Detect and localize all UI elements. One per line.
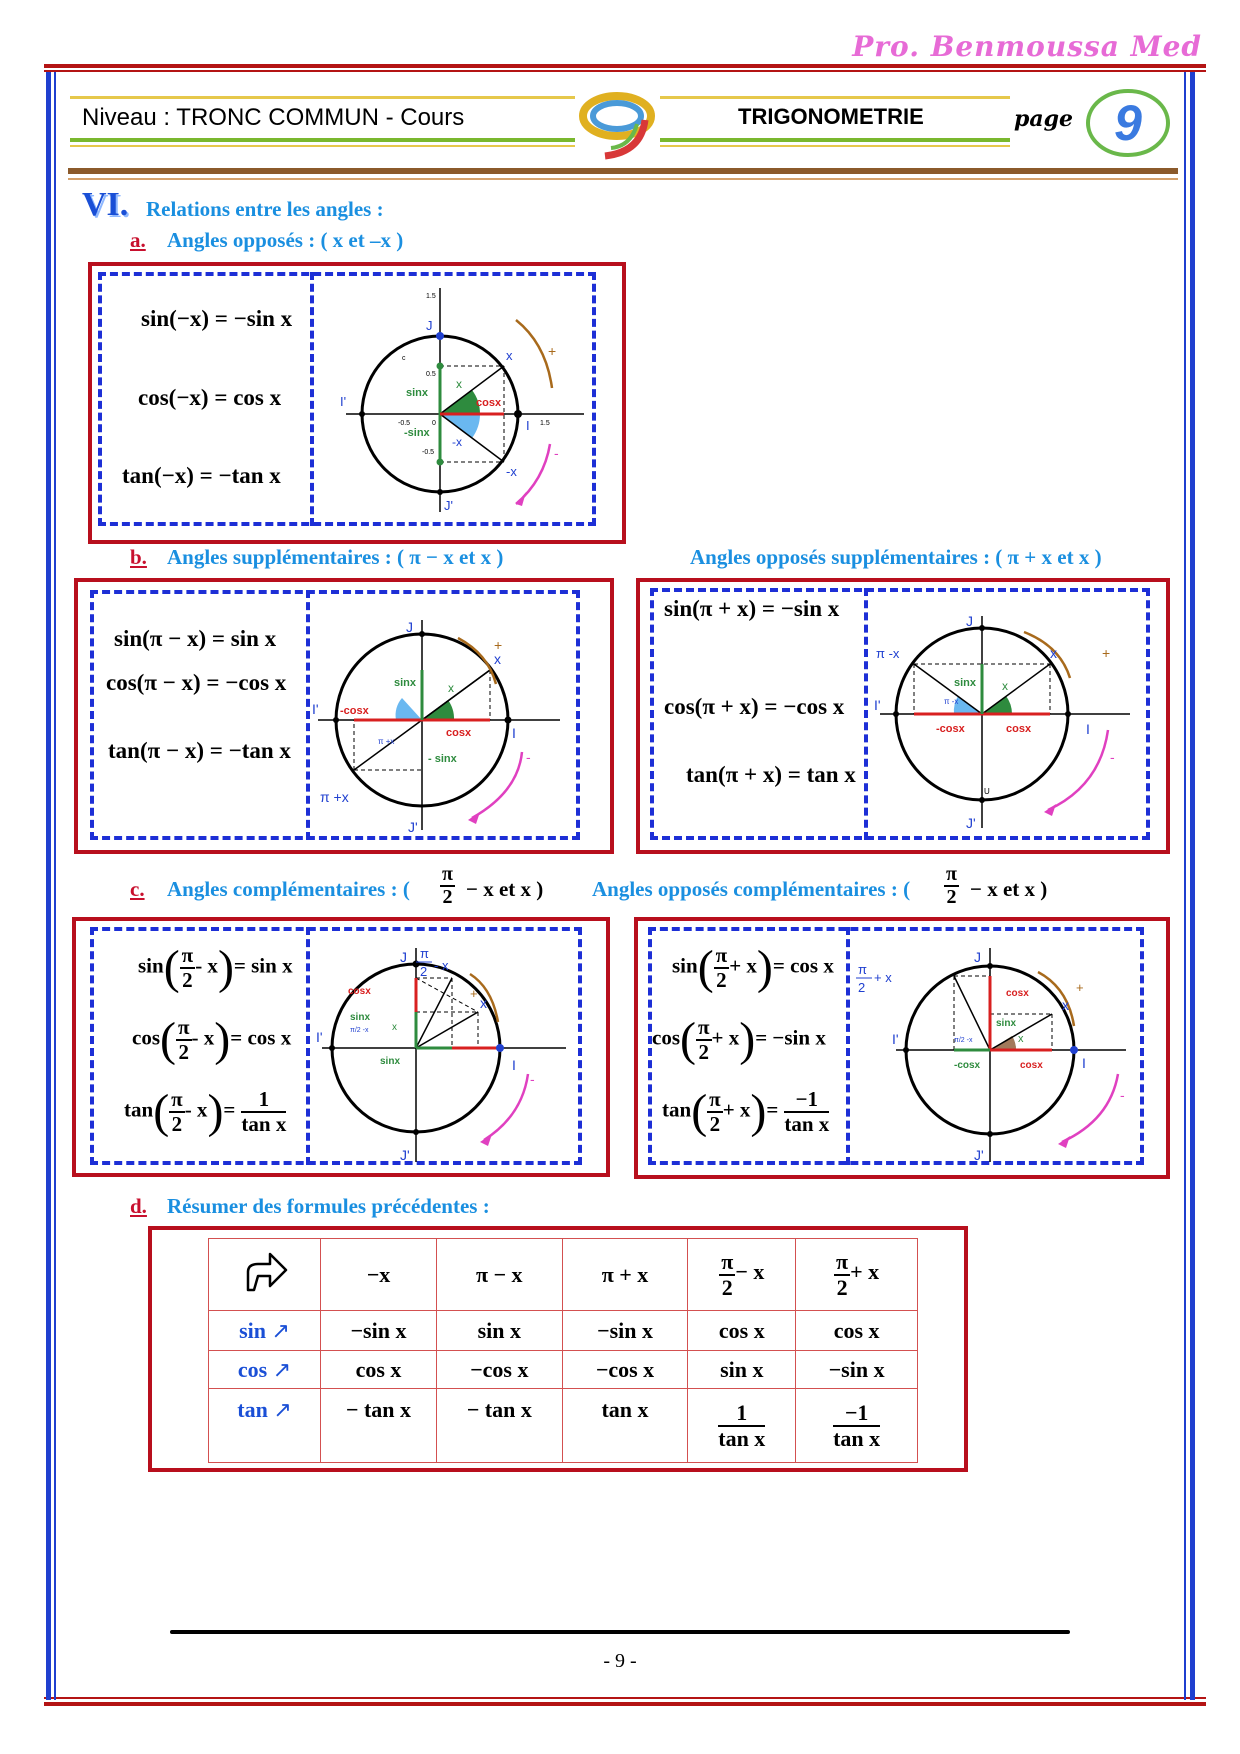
subsection-b-letter: b. <box>130 545 147 569</box>
label-cosx-c: cosx <box>348 986 371 997</box>
tick-c: c <box>402 355 406 362</box>
label-sinx: sinx <box>406 387 429 399</box>
formula-cos-pi-minus-x: cos(π − x) = −cos x <box>106 670 287 695</box>
label-I: I <box>526 418 530 433</box>
page-frame-left <box>46 72 51 1700</box>
label-x-angle-b2: x <box>1002 679 1008 693</box>
label-mcosx-c2: -cosx <box>954 1060 981 1071</box>
unit-circle-a <box>340 284 592 520</box>
page-frame-bottom <box>44 1702 1206 1706</box>
label-sinx-axis-c: sinx <box>380 1056 401 1067</box>
formula-tan-pi-plus-x: tan(π + x) = tan x <box>686 762 856 787</box>
footer-line <box>170 1630 1070 1634</box>
label-pipx-b: π +x <box>320 789 349 805</box>
label-two-c: 2 <box>420 964 428 979</box>
label-sinx-b2: sinx <box>954 677 977 689</box>
redo-arrow-icon <box>240 1250 290 1294</box>
label-Ip-c2: I' <box>892 1031 899 1047</box>
header-pi-minus-x: π − x <box>436 1239 562 1311</box>
label-J-b2: J <box>966 613 973 629</box>
cell: − tan x <box>321 1389 437 1463</box>
table-row <box>209 1389 918 1463</box>
header-pi2-minus-x: $\frac{\pi}{2}$ − x <box>688 1239 796 1311</box>
page-number: - 9 - <box>603 1650 637 1672</box>
cell: −cos x <box>436 1351 562 1389</box>
row-label-sin: sin ↗ <box>209 1311 321 1351</box>
label-minus-c2: - <box>1120 1087 1125 1103</box>
formula-tan-minus-x: tan(−x) = −tan x <box>122 463 281 488</box>
table-corner <box>209 1239 321 1311</box>
label-J-b: J <box>406 619 413 635</box>
label-pimx-b2: π -x <box>876 646 900 661</box>
label-Jp-c2: J' <box>974 1147 984 1163</box>
author-name: Pro. Benmoussa Med <box>852 30 1202 63</box>
unit-circle-c2 <box>856 944 1136 1164</box>
page-frame-bottom-thin <box>44 1697 1206 1699</box>
cell: tan x <box>562 1389 688 1463</box>
box-c-divider <box>306 927 310 1165</box>
label-mx-angle: -x <box>452 435 462 449</box>
label-Jp-b2: J' <box>966 815 976 831</box>
header-minus-x: −x <box>321 1239 437 1311</box>
header-pi-plus-x: π + x <box>562 1239 688 1311</box>
unit-circle-b <box>312 612 574 834</box>
label-I-b2: I <box>1086 721 1090 737</box>
label-cosx-axis-c2: cosx <box>1020 1060 1043 1071</box>
label-pimx-small-b2: π -x <box>944 697 959 706</box>
label-msinx-b: - sinx <box>428 753 457 765</box>
header-separator <box>68 168 1178 174</box>
label-minus-b2: - <box>1110 749 1115 765</box>
label-x-angle: x <box>456 377 462 391</box>
cell: −sin x <box>321 1311 437 1351</box>
label-cosx-b2: cosx <box>1006 723 1032 735</box>
header-line <box>70 145 575 147</box>
label-pi2-small-c: π/2 -x <box>350 1027 369 1034</box>
page-badge <box>1082 86 1174 160</box>
subsection-a-title: Angles opposés : ( x et –x ) <box>167 228 404 252</box>
cell: − tan x <box>436 1389 562 1463</box>
label-x-b: x <box>494 651 501 667</box>
formula-sin-pi-minus-x: sin(π − x) = sin x <box>114 626 277 651</box>
cell: sin x <box>688 1351 796 1389</box>
header-pi2-plus-x: $\frac{\pi}{2}$ + x <box>796 1239 918 1311</box>
label-two-c2: 2 <box>858 980 866 995</box>
tick-15: 1.5 <box>426 293 436 300</box>
label-sinx-b: sinx <box>394 677 417 689</box>
row-label-tan: tan ↗ <box>209 1389 321 1463</box>
label-pi-c2: π <box>858 962 867 977</box>
header-line <box>660 96 1010 99</box>
label-Ip-c: I' <box>316 1029 323 1045</box>
label-pi2mx-c: - x <box>434 958 449 973</box>
subsection-b-title: Angles supplémentaires : ( π − x et x ) <box>167 545 504 569</box>
subsection-c-title2-pre: Angles opposés complémentaires : ( <box>592 877 911 901</box>
label-minus: - <box>554 445 559 461</box>
tick-0: 0 <box>432 420 436 427</box>
page-badge-digit: 9 <box>1114 95 1142 151</box>
label-U-b2: U <box>984 787 990 796</box>
label-Ip: I' <box>340 394 347 409</box>
formula-tan-pi-minus-x: tan(π − x) = −tan x <box>108 738 291 763</box>
subsection-d-title: Résumer des formules précédentes : <box>167 1194 490 1218</box>
label-plus-b2: + <box>1102 645 1111 661</box>
formula-sin-minus-x: sin(−x) = −sin x <box>141 306 293 331</box>
cell-frac: $\frac{-1}{\text{tan x}}$ <box>796 1389 918 1463</box>
label-minus-b: - <box>526 749 531 765</box>
label-pi-c: π <box>420 946 429 961</box>
subsection-a-letter: a. <box>130 228 146 252</box>
label-plus: + <box>548 343 557 359</box>
tick-m05: -0.5 <box>422 449 435 456</box>
table-row <box>209 1351 918 1389</box>
level-label: Niveau : TRONC COMMUN - Cours <box>82 104 465 131</box>
label-x-angle-c2: x <box>1018 1033 1024 1045</box>
row-label-cos: cos ↗ <box>209 1351 321 1389</box>
subsection-b-title2: Angles opposés supplémentaires : ( π + x et x ) <box>690 545 1102 569</box>
label-cosx-b: cosx <box>446 727 472 739</box>
label-Ip-b2: I' <box>874 697 881 713</box>
label-sinx-c: sinx <box>350 1012 371 1023</box>
page-frame-right-thin <box>1184 72 1186 1700</box>
header-line <box>70 96 575 99</box>
tick-m05-x: -0.5 <box>398 420 411 427</box>
label-J: J <box>426 318 433 333</box>
formula-cos-pi2-minus-x: cos( $\frac{\pi}{2}$ - x)= cos x <box>132 1013 292 1066</box>
page-frame-top <box>44 64 1206 68</box>
label-msinx: -sinx <box>404 427 430 439</box>
label-x-c2: x <box>1062 997 1069 1013</box>
tick-05: 0.5 <box>426 371 436 378</box>
label-x-angle-b: x <box>448 681 454 695</box>
page-frame-left-thin <box>54 72 56 1700</box>
summary-table <box>208 1238 918 1463</box>
label-minus-c: - <box>530 1071 535 1087</box>
table-header-row <box>209 1239 918 1311</box>
label-Jp-c: J' <box>400 1147 410 1163</box>
subsection-d-letter: d. <box>130 1194 147 1218</box>
subsection-c-fraction2: $\frac{\pi}{2}$ <box>946 863 957 908</box>
subsection-c-title-post: − x et x ) <box>466 877 544 901</box>
box-b2-divider <box>864 588 868 840</box>
label-pi2px-c2: + x <box>874 970 892 985</box>
label-I-c: I <box>512 1057 516 1073</box>
formula-sin-pi-plus-x: sin(π + x) = −sin x <box>664 596 840 621</box>
label-mx: -x <box>506 464 517 479</box>
label-Ip-b: I' <box>312 701 319 717</box>
unit-circle-b2 <box>874 610 1144 832</box>
cell-frac: $\frac{1}{\text{tan x}}$ <box>688 1389 796 1463</box>
header-line <box>70 138 575 142</box>
label-I-c2: I <box>1082 1055 1086 1071</box>
cell: cos x <box>688 1311 796 1351</box>
formula-cos-minus-x: cos(−x) = cos x <box>138 385 282 410</box>
unit-circle-c <box>316 944 576 1164</box>
header-separator-thin <box>68 178 1178 180</box>
cell: −sin x <box>796 1351 918 1389</box>
label-x-c: x <box>480 995 487 1011</box>
box-b-divider <box>306 590 310 840</box>
label-J-c2: J <box>974 949 981 965</box>
label-pipx-small-b: π +x <box>378 737 395 746</box>
formula-tan-pi2-minus-x: tan( $\frac{\pi}{2}$ - x)= $\frac{1}{\text{tan x}}$ <box>124 1085 287 1138</box>
subsection-c-title-pre: Angles complémentaires : ( <box>167 877 410 901</box>
section-number: VI. <box>82 186 129 223</box>
label-mcosx-b: -cosx <box>340 705 369 717</box>
label-Jp-b: J' <box>408 819 418 834</box>
label-plus-c2: + <box>1076 980 1084 995</box>
cell: −cos x <box>562 1351 688 1389</box>
cell: cos x <box>796 1311 918 1351</box>
box-a-divider <box>310 272 314 526</box>
cell: sin x <box>436 1311 562 1351</box>
page-frame-top-thin <box>44 70 1206 72</box>
label-x-angle-c: x <box>392 1022 397 1033</box>
label-I-b: I <box>512 725 516 741</box>
formula-sin-pi2-minus-x: sin( $\frac{\pi}{2}$ - x)= sin x <box>138 941 293 994</box>
subsection-c-letter: c. <box>130 877 145 901</box>
label-x-b2: x <box>1050 645 1057 661</box>
label-cosx: cosx <box>476 397 502 409</box>
header-line <box>660 145 1010 147</box>
topic-label: TRIGONOMETRIE <box>738 104 924 129</box>
label-cosx-c2: cosx <box>1006 988 1029 999</box>
label-Jp: J' <box>444 498 453 513</box>
page-word: page <box>1014 106 1074 132</box>
cell: −sin x <box>562 1311 688 1351</box>
label-x: x <box>506 348 513 363</box>
label-plus-c: + <box>470 986 478 1001</box>
course-logo <box>575 86 659 160</box>
formula-sin-pi2-plus-x: sin( $\frac{\pi}{2}$ + x)= cos x <box>672 941 834 994</box>
label-pi2-small-c2: π/2 -x <box>954 1037 973 1044</box>
table-row <box>209 1311 918 1351</box>
tick-15-x: 1.5 <box>540 420 550 427</box>
header-line <box>660 138 1010 142</box>
section-title: Relations entre les angles : <box>146 197 384 221</box>
label-J-c: J <box>400 949 407 965</box>
label-mcosx-b2: -cosx <box>936 723 965 735</box>
cell: cos x <box>321 1351 437 1389</box>
label-sinx-c2: sinx <box>996 1018 1017 1029</box>
subsection-c-fraction: $\frac{\pi}{2}$ <box>442 863 453 908</box>
subsection-c-title2-post: − x et x ) <box>970 877 1048 901</box>
page-frame-right <box>1190 72 1195 1700</box>
formula-cos-pi2-plus-x: cos( $\frac{\pi}{2}$ + x)= −sin x <box>652 1013 826 1066</box>
formula-cos-pi-plus-x: cos(π + x) = −cos x <box>664 694 845 719</box>
formula-tan-pi2-plus-x: tan( $\frac{\pi}{2}$ + x)= $\frac{-1}{\text{tan x}}$ <box>662 1085 830 1138</box>
label-plus-b: + <box>494 637 503 653</box>
box-c2-divider <box>846 927 850 1165</box>
